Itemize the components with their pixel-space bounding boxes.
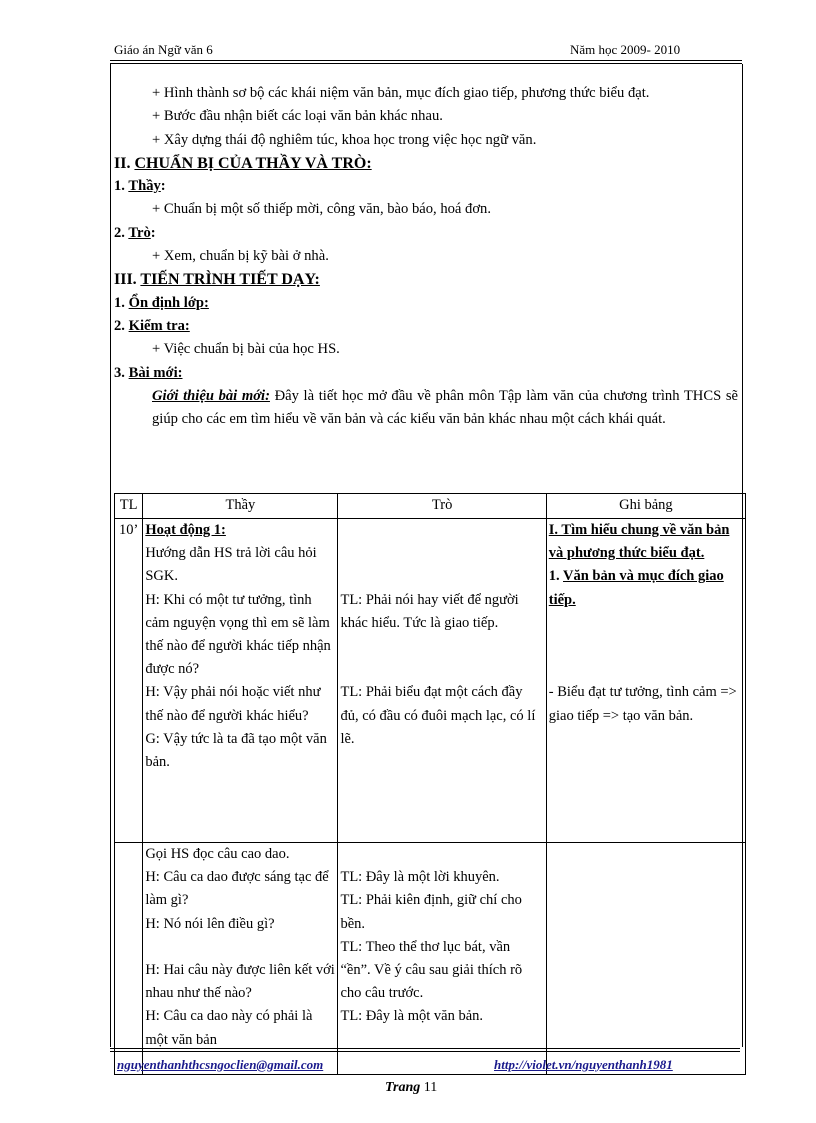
step-3-label: Bài mới: [128, 364, 183, 381]
section-2-heading [114, 152, 738, 175]
subsection-tro [114, 222, 738, 245]
ghi-title: I. Tìm hiểu chung về văn bản và phương thức biểu đạt. [548, 522, 730, 562]
ghi-sub: Văn bản và mục đích giao tiếp. [548, 568, 724, 608]
row1-tro [338, 519, 546, 843]
lesson-intro-text: Đây là tiết học mở đầu về phân môn Tập làm văn của chương trình THCS sẽ giúp cho các em tìm hiểu về văn bản và các kiểu văn bản khác nhau một cách khái quát. [152, 387, 738, 428]
objective-2: + Bước đầu nhận biết các loại văn bản khác nhau. [152, 108, 443, 125]
step-2 [114, 315, 738, 338]
section-3-title: TIẾN TRÌNH TIẾT DẠY: [140, 271, 320, 289]
footer-rule-bottom [110, 1051, 740, 1052]
footer-email-link[interactable]: nguyenthanhthcsngoclien@gmail.com [117, 1057, 324, 1072]
table-header-row [115, 494, 746, 519]
header-tro: Trò [338, 494, 546, 519]
row1-ghi-bang [546, 519, 745, 843]
row2-ghi-bang [546, 843, 745, 1075]
page-num: 11 [423, 1080, 438, 1095]
tro-line: TL: Theo thể thơ lục bát, vần “ền”. Về ý câu sau giải thích rõ cho câu trước. [340, 938, 523, 1002]
footer-url-link[interactable]: http://violet.vn/nguyenthanh1981 [494, 1057, 673, 1072]
ghi-text: - Biểu đạt tư tưởng, tình cảm => giao tiếp => tạo văn bản. [548, 684, 737, 724]
subsection-tro-num: 2. [114, 224, 125, 241]
tro-prep-text: + Xem, chuẩn bị kỹ bài ở nhà. [152, 248, 329, 265]
table-row [115, 843, 746, 1075]
row2-tro [338, 843, 546, 1075]
tro-line: TL: Đây là một lời khuyên. [340, 869, 500, 886]
step-2-text: + Việc chuẩn bị bài của học HS. [152, 341, 340, 358]
thay-line: H: Câu ca dao được sáng tạc để làm gì? [145, 869, 329, 909]
page-number [385, 1080, 437, 1096]
thay-prep-text: + Chuẩn bị một số thiếp mời, công văn, bào báo, hoá đơn. [152, 201, 492, 218]
section-3-heading [114, 268, 738, 291]
thay-line: H: Câu ca dao này có phải là một văn bản [145, 1008, 313, 1048]
footer-rule-top [110, 1048, 740, 1049]
header-left: Giáo án Ngữ văn 6 [114, 42, 213, 57]
page-label: Trang [385, 1080, 421, 1095]
header-rule-top [110, 60, 742, 61]
row2-tl [115, 843, 143, 1075]
table-row [115, 519, 746, 843]
section-2-num: II. [114, 154, 131, 172]
subsection-tro-colon: : [150, 224, 156, 241]
subsection-tro-label: Trò [128, 224, 151, 241]
tro-line: TL: Đây là một văn bản. [340, 1008, 484, 1025]
subsection-thay [114, 175, 738, 198]
objective-3: + Xây dựng thái độ nghiêm túc, khoa học trong việc học ngữ văn. [152, 131, 537, 148]
step-1-num: 1. [114, 294, 125, 311]
objective-1: + Hình thành sơ bộ các khái niệm văn bản, mục đích giao tiếp, phương thức biểu đạt. [152, 85, 650, 101]
header-ghi-bang: Ghi bảng [546, 494, 745, 519]
thay-line: G: Vậy tức là ta đã tạo một văn bản. [145, 730, 327, 771]
header-tl: TL [115, 494, 143, 519]
thay-line: H: Vậy phải nói hoặc viết như thế nào để người khác hiểu? [145, 684, 321, 724]
subsection-thay-colon: : [160, 178, 166, 195]
section-2-title: CHUẨN BỊ CỦA THẦY VÀ TRÒ: [134, 154, 372, 172]
left-border [110, 64, 111, 1047]
section-3-num: III. [114, 271, 137, 289]
header-rule-bottom [110, 63, 742, 64]
thay-line: H: Nó nói lên điều gì? [145, 915, 275, 932]
step-1-label: Ổn định lớp: [128, 294, 209, 311]
step-1 [114, 292, 738, 315]
step-2-label: Kiểm tra: [128, 317, 190, 334]
header-right: Năm học 2009- 2010 [570, 42, 681, 57]
body-content [114, 82, 738, 431]
activity-title: Hoạt động 1: [145, 522, 226, 538]
subsection-thay-label: Thầy [128, 178, 161, 195]
step-3 [114, 362, 738, 385]
lesson-intro-label: Giới thiệu bài mới: [152, 387, 270, 404]
row2-thay [143, 843, 338, 1075]
header-thay: Thầy [143, 494, 338, 519]
lesson-table [114, 493, 746, 1075]
step-3-num: 3. [114, 364, 125, 381]
row1-tl: 10’ [115, 519, 143, 843]
tro-line: TL: Phải kiên định, giữ chí cho bền. [340, 892, 522, 932]
thay-line: Gọi HS đọc câu cao dao. [145, 846, 290, 862]
row1-thay [143, 519, 338, 843]
ghi-sub-num: 1. [548, 568, 560, 585]
step-2-num: 2. [114, 317, 125, 334]
tro-line: TL: Phải nói hay viết để người khác hiểu. Tức là giao tiếp. [340, 591, 519, 631]
lesson-intro [114, 385, 738, 432]
tro-line: TL: Phải biểu đạt một cách đầy đủ, có đầu có đuôi mạch lạc, có lí lẽ. [340, 684, 536, 747]
thay-line: H: Khi có một tư tưởng, tình cảm nguyện vọng thì em sẽ làm thế nào để người khác tiếp nhận được nó? [145, 591, 331, 678]
thay-line: H: Hai câu này được liên kết với nhau như thế nào? [145, 962, 335, 1002]
subsection-thay-num: 1. [114, 178, 125, 195]
thay-line: Hướng dẫn HS trả lời câu hỏi SGK. [145, 545, 317, 585]
